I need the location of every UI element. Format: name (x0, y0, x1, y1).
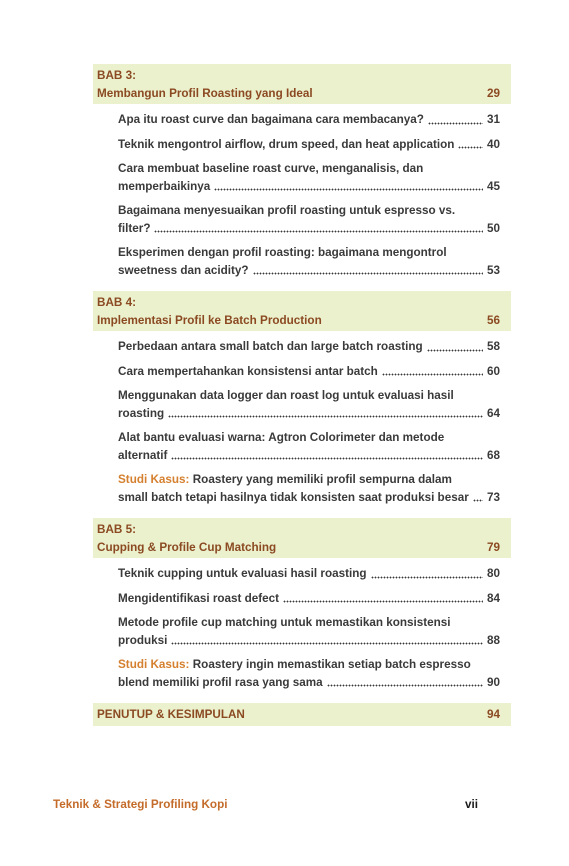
toc-entry-text-wrap (118, 447, 167, 465)
closing-title: PENUTUP & KESIMPULAN (97, 708, 245, 721)
toc-entry (118, 429, 500, 464)
toc-entry-text: Roastery ingin memastikan setiap batch espresso (192, 658, 471, 671)
toc-entry (118, 614, 500, 649)
toc-entry-text: Teknik cupping untuk evaluasi hasil roasting (118, 567, 367, 580)
toc-entry-text: Cara mempertahankan konsistensi antar batch (118, 364, 378, 378)
footer-book-title: Teknik & Strategi Profiling Kopi (53, 798, 228, 811)
toc-entry-line (118, 202, 500, 220)
toc-entry-text-wrap (118, 674, 323, 692)
toc-entry-text: produksi (118, 633, 168, 647)
toc-entry-page-number: 31 (486, 113, 500, 126)
toc-entry-text: Perbedaan antara small batch dan large batch roasting (118, 340, 423, 353)
chapter-heading-band (93, 291, 511, 331)
toc-entry-text: Mengidentifikasi roast defect (118, 591, 280, 605)
chapter-page-number: 79 (486, 540, 500, 554)
dot-leader (283, 590, 483, 608)
toc-entry-line (118, 244, 500, 262)
footer-page-number: vii (465, 798, 478, 811)
toc-entry-page-number: 84 (486, 591, 500, 605)
toc-entry-text-wrap (118, 431, 444, 444)
toc-entry-text: Apa itu roast curve dan bagaimana cara membacanya? (118, 113, 424, 126)
toc-entry-text-wrap (118, 178, 210, 196)
toc-entry-page-number: 60 (486, 364, 500, 378)
closing-title-row (97, 706, 500, 724)
toc-entry-text-wrap (118, 363, 378, 381)
toc-entry (118, 202, 500, 237)
toc-entry-line (118, 565, 500, 583)
chapter-label: BAB 3: (97, 69, 136, 82)
chapter-heading-band (93, 64, 511, 104)
toc-entry-line (118, 178, 500, 196)
toc-entry-text: Menggunakan data logger dan roast log untuk evaluasi hasil (118, 389, 454, 402)
toc-entry-text: Teknik mengontrol airflow, drum speed, dan heat application (118, 137, 455, 151)
chapter-page-number: 56 (486, 313, 500, 327)
toc-entry-line (118, 338, 500, 356)
toc-entry (118, 656, 500, 691)
toc-entry-line (118, 447, 500, 465)
toc-entry-text: filter? (118, 221, 151, 235)
dot-leader (327, 674, 483, 692)
dot-leader (214, 178, 483, 196)
toc-entry-text-wrap (118, 389, 454, 402)
dot-leader (458, 136, 483, 154)
toc-entry-page-number: 88 (486, 633, 500, 647)
toc-entry-text-wrap (118, 262, 249, 280)
chapter-title-row (97, 312, 500, 330)
chapter-title-row (97, 539, 500, 557)
toc-entry-line (118, 136, 500, 154)
toc-entry-line (118, 220, 500, 238)
toc-entry-line (118, 429, 500, 447)
toc-entry-page-number: 50 (486, 221, 500, 235)
toc-entry-text-wrap (118, 204, 455, 217)
dot-leader (154, 220, 483, 238)
toc-entry-text: sweetness dan acidity? (118, 263, 249, 277)
toc-entry-text-wrap (118, 136, 454, 154)
toc-entry-text-wrap (118, 220, 150, 238)
toc-entry-list (93, 104, 511, 279)
toc-entry-list (93, 331, 511, 506)
dot-leader (253, 262, 483, 280)
chapter-title-row (97, 85, 500, 103)
toc-entry-text-wrap (118, 658, 471, 671)
toc-entry-line (118, 363, 500, 381)
toc-entry-text-wrap (118, 473, 452, 486)
toc-entry-text-wrap (118, 489, 469, 507)
toc-entry (118, 565, 500, 583)
chapter-title: Membangun Profil Roasting yang Ideal (97, 86, 313, 100)
toc-entry-line (118, 471, 500, 489)
toc-entry-text-wrap (118, 632, 167, 650)
toc-entry-list (93, 558, 511, 691)
dot-leader (382, 363, 483, 381)
toc-entry-line (118, 590, 500, 608)
toc-entry-text: alternatif (118, 448, 168, 462)
toc-entry-page-number: 64 (486, 406, 500, 420)
toc-entry-page-number: 53 (486, 263, 500, 277)
toc-entry-text-wrap (118, 246, 447, 259)
toc-entry (118, 471, 500, 506)
toc-entry-text-wrap (118, 162, 423, 175)
chapter-title: Cupping & Profile Cup Matching (97, 540, 277, 554)
toc-section (93, 64, 511, 279)
dot-leader (427, 338, 483, 356)
dot-leader (171, 447, 483, 465)
toc-entry-text: Metode profile cup matching untuk memastikan konsistensi (118, 616, 451, 629)
toc-entry-page-number: 73 (486, 490, 500, 504)
chapter-label: BAB 5: (97, 523, 136, 536)
toc-entry-text-wrap (118, 616, 451, 629)
closing-page-number: 94 (486, 708, 500, 721)
toc-entry (118, 338, 500, 356)
dot-leader (171, 632, 483, 650)
toc-entry-line (118, 262, 500, 280)
chapter-title: Implementasi Profil ke Batch Production (97, 313, 322, 327)
toc-entry-text: memperbaikinya (118, 179, 211, 193)
toc-entry-line (118, 489, 500, 507)
chapter-label: BAB 4: (97, 296, 136, 309)
table-of-contents (93, 64, 511, 726)
case-study-label: Studi Kasus: (118, 658, 190, 671)
toc-section (93, 291, 511, 506)
toc-entry (118, 387, 500, 422)
closing-chapter-band (93, 703, 511, 726)
toc-entry (118, 136, 500, 154)
toc-entry-text-wrap (118, 405, 164, 423)
dot-leader (428, 111, 483, 129)
toc-entry-page-number: 80 (486, 567, 500, 580)
toc-entry-text: blend memiliki profil rasa yang sama (118, 675, 323, 689)
toc-entry-page-number: 45 (486, 179, 500, 193)
toc-entry (118, 363, 500, 381)
toc-entry-text: Roastery yang memiliki profil sempurna dalam (192, 473, 452, 486)
chapter-heading-band (93, 518, 511, 558)
toc-entry-page-number: 68 (486, 448, 500, 462)
toc-entry (118, 590, 500, 608)
toc-entry-text: Alat bantu evaluasi warna: Agtron Colorimeter dan metode (118, 431, 445, 444)
toc-entry-page-number: 40 (486, 137, 500, 151)
toc-entry-line (118, 674, 500, 692)
toc-entry-text: Eksperimen dengan profil roasting: bagaimana mengontrol (118, 246, 447, 259)
toc-entry-text: Bagaimana menyesuaikan profil roasting untuk espresso vs. (118, 204, 456, 217)
toc-entry-text: small batch tetapi hasilnya tidak konsisten saat produksi besar (118, 490, 469, 504)
toc-entry-text-wrap (118, 111, 424, 129)
toc-entry-page-number: 90 (486, 675, 500, 689)
chapter-page-number: 29 (486, 86, 500, 100)
dot-leader (473, 489, 483, 507)
toc-entry-line (118, 656, 500, 674)
toc-entry-line (118, 614, 500, 632)
case-study-label: Studi Kasus: (118, 473, 190, 486)
toc-entry-line (118, 160, 500, 178)
toc-entry-line (118, 111, 500, 129)
toc-entry (118, 160, 500, 195)
dot-leader (371, 565, 483, 583)
toc-entry-text: roasting (118, 406, 165, 420)
toc-entry-line (118, 405, 500, 423)
toc-entry (118, 244, 500, 279)
toc-entry-text-wrap (118, 590, 279, 608)
toc-entry-line (118, 632, 500, 650)
dot-leader (168, 405, 483, 423)
toc-entry-text: Cara membuat baseline roast curve, menganalisis, dan (118, 162, 424, 175)
toc-entry-text-wrap (118, 338, 423, 356)
toc-section (93, 518, 511, 691)
toc-entry-line (118, 387, 500, 405)
toc-entry-text-wrap (118, 565, 367, 583)
toc-entry-page-number: 58 (486, 340, 500, 353)
toc-entry (118, 111, 500, 129)
